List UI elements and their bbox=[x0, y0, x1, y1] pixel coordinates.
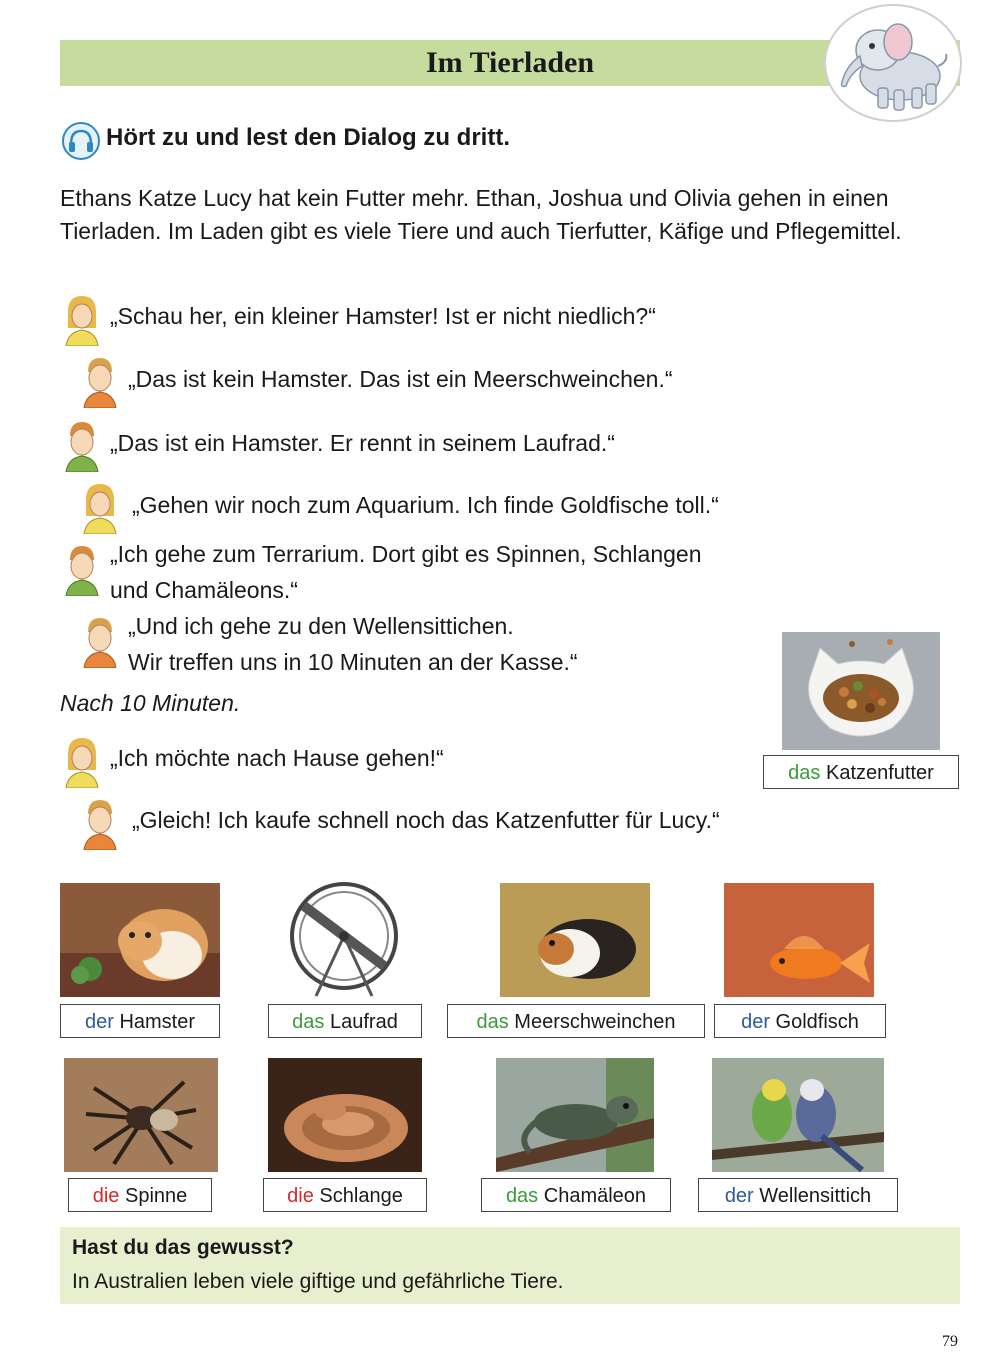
guinea-pig-photo bbox=[500, 883, 650, 997]
vocab-label-hamster bbox=[60, 1004, 220, 1038]
elephant-badge bbox=[824, 4, 962, 122]
noun: Meerschweinchen bbox=[514, 1011, 676, 1033]
dialog-line: „Und ich gehe zu den Wellensittichen. bbox=[128, 613, 514, 639]
hamster-wheel-photo bbox=[286, 878, 402, 1000]
girl-avatar-icon bbox=[80, 482, 120, 534]
spider-photo bbox=[64, 1058, 218, 1172]
intro-paragraph: Ethans Katze Lucy hat kein Futter mehr. Ethan, Joshua und Olivia gehen in einen Tierladen. Im Laden gibt es viele Tiere und auch Tierfutter, Käfige und Pflegemittel. bbox=[60, 185, 902, 244]
snake-photo bbox=[268, 1058, 422, 1172]
article: das bbox=[788, 762, 821, 784]
vocab-label-meerschweinchen bbox=[447, 1004, 705, 1038]
vocab-label-goldfisch bbox=[714, 1004, 886, 1038]
boy-avatar-icon bbox=[80, 356, 120, 408]
noun: Schlange bbox=[319, 1185, 403, 1207]
vocab-label-chamaeleon bbox=[481, 1178, 671, 1212]
dialog-line: und Chamäleons.“ bbox=[110, 577, 298, 603]
elephant-icon bbox=[826, 6, 960, 120]
dialog-line: „Schau her, ein kleiner Hamster! Ist er nicht niedlich?“ bbox=[110, 303, 656, 329]
narration-line: Nach 10 Minuten. bbox=[60, 690, 241, 716]
headphones-icon bbox=[62, 122, 100, 165]
page-number: 79 bbox=[942, 1333, 958, 1350]
noun: Katzenfutter bbox=[825, 762, 934, 784]
dialog-line: „Gleich! Ich kaufe schnell noch das Katzenfutter für Lucy.“ bbox=[132, 807, 720, 833]
dialog-line: Wir treffen uns in 10 Minuten an der Kasse.“ bbox=[128, 649, 578, 675]
noun: Chamäleon bbox=[543, 1185, 647, 1207]
article: der bbox=[84, 1011, 114, 1033]
article: der bbox=[741, 1011, 770, 1033]
vocab-label-laufrad bbox=[268, 1004, 422, 1038]
dialog-line: „Ich möchte nach Hause gehen!“ bbox=[110, 745, 444, 771]
noun: Spinne bbox=[124, 1185, 188, 1207]
noun: Laufrad bbox=[329, 1011, 398, 1033]
instruction: Hört zu und lest den Dialog zu dritt. bbox=[106, 124, 510, 151]
girl-avatar-icon bbox=[62, 294, 102, 346]
boy-green-avatar-icon bbox=[62, 420, 102, 472]
budgie-photo bbox=[712, 1058, 884, 1172]
girl-avatar-icon bbox=[62, 736, 102, 788]
dialog-line: „Gehen wir noch zum Aquarium. Ich finde Goldfische toll.“ bbox=[132, 492, 719, 518]
article: der bbox=[724, 1185, 754, 1207]
info-title: Hast du das gewusst? bbox=[72, 1236, 294, 1259]
noun: Goldfisch bbox=[775, 1011, 859, 1033]
boy-avatar-icon bbox=[80, 798, 120, 850]
vocab-label-schlange bbox=[263, 1178, 427, 1212]
chameleon-photo bbox=[496, 1058, 654, 1172]
article: das bbox=[505, 1185, 539, 1207]
info-text: In Australien leben viele giftige und gefährliche Tiere. bbox=[72, 1270, 564, 1293]
goldfish-photo bbox=[724, 883, 874, 997]
noun: Wellensittich bbox=[759, 1185, 872, 1207]
dialog-line: „Das ist ein Hamster. Er rennt in seinem Laufrad.“ bbox=[110, 430, 615, 456]
article: das bbox=[292, 1011, 325, 1033]
hamster-photo bbox=[60, 883, 220, 997]
article: die bbox=[287, 1185, 314, 1207]
article: die bbox=[92, 1185, 120, 1207]
article: das bbox=[476, 1011, 509, 1033]
vocab-label-spinne bbox=[68, 1178, 212, 1212]
vocab-label-katzenfutter bbox=[763, 755, 959, 789]
boy-avatar-icon bbox=[80, 616, 120, 668]
dialog-line: „Das ist kein Hamster. Das ist ein Meerschweinchen.“ bbox=[128, 366, 673, 392]
page-title: Im Tierladen bbox=[425, 46, 595, 79]
boy-green-avatar-icon bbox=[62, 544, 102, 596]
dialog-line: „Ich gehe zum Terrarium. Dort gibt es Spinnen, Schlangen bbox=[110, 541, 702, 567]
noun: Hamster bbox=[119, 1011, 196, 1033]
cat-food-photo bbox=[782, 632, 940, 750]
vocab-label-wellensittich bbox=[698, 1178, 898, 1212]
